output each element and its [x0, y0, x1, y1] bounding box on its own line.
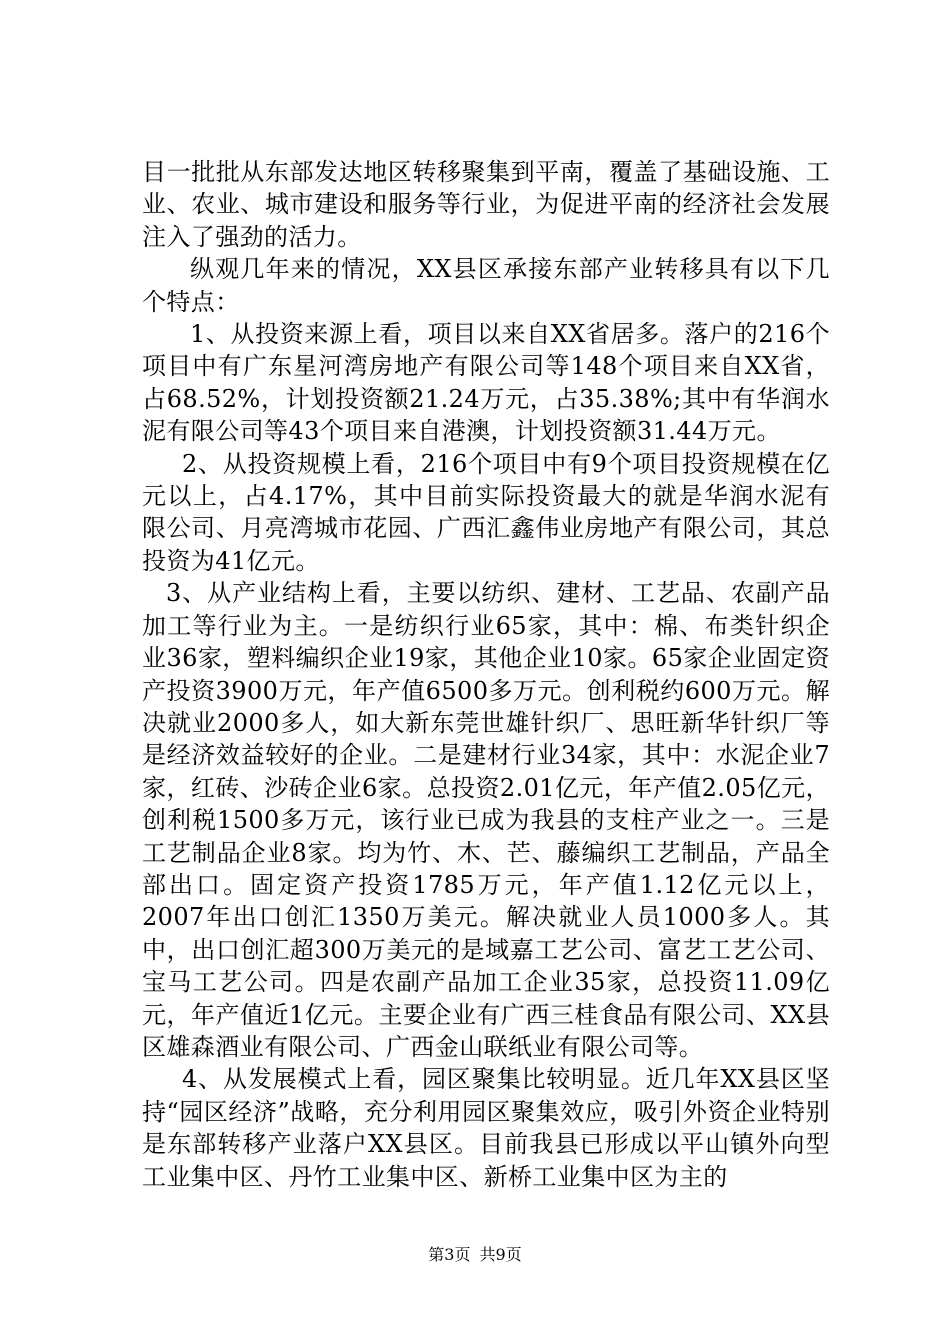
paragraph-point-2: 2、从投资规模上看，216个项目中有9个项目投资规模在亿元以上，占4.17%，其中目前实际投资最大的就是华润水泥有限公司、月亮湾城市花园、广西汇鑫伟业房地产有限公司，其总投资为41亿元。: [142, 449, 830, 575]
paragraph-point-3: 3、从产业结构上看，主要以纺织、建材、工艺品、农副产品加工等行业为主。一是纺织行业65家，其中：棉、布类针织企业36家，塑料编织企业19家，其他企业10家。65家企业固定资产投资3900万元，年产值6500多万元。创利税约600万元。解决就业2000多人，如大新东莞世雄针织厂、思旺新华针织厂等是经济效益较好的企业。二是建材行业34家，其中：水泥企业7家，红砖、沙砖企业6家。总投资2.01亿元，年产值2.05亿元，创利税1500多万元，该行业已成为我县的支柱产业之一。三是工艺制品企业8家。均为竹、木、芒、藤编织工艺制品，产品全部出口。固定资产投资1785万元，年产值1.12亿元以上，2007年出口创汇1350万美元。解决就业人员1000多人。其中，出口创汇超300万美元的是域嘉工艺公司、富艺工艺公司、宝马工艺公司。四是农副产品加工企业35家，总投资11.09亿元，年产值近1亿元。主要企业有广西三桂食品有限公司、XX县区雄森酒业有限公司、广西金山联纸业有限公司等。: [142, 579, 830, 1061]
page-number: 第3页: [428, 1245, 471, 1264]
paragraph-overview: 纵观几年来的情况，XX县区承接东部产业转移具有以下几个特点：: [142, 255, 830, 316]
document-body: [142, 156, 830, 1193]
paragraph-point-1: 1、从投资来源上看，项目以来自XX省居多。落户的216个项目中有广东星河湾房地产有限公司等148个项目来自XX省，占68.52%，计划投资额21.24万元，占35.38%;其中有华润水泥有限公司等43个项目来自港澳，计划投资额31.44万元。: [142, 320, 830, 446]
paragraph-point-4: 4、从发展模式上看，园区聚集比较明显。近几年XX县区坚持“园区经济”战略，充分利用园区聚集效应，吸引外资企业特别是东部转移产业落户XX县区。目前我县已形成以平山镇外向型工业集中区、丹竹工业集中区、新桥工业集中区为主的: [142, 1065, 830, 1191]
page-total: 共9页: [479, 1245, 522, 1264]
paragraph-continuation: 目一批批从东部发达地区转移聚集到平南，覆盖了基础设施、工业、农业、城市建设和服务等行业，为促进平南的经济社会发展注入了强劲的活力。: [142, 158, 830, 251]
page-footer: [0, 1245, 950, 1265]
